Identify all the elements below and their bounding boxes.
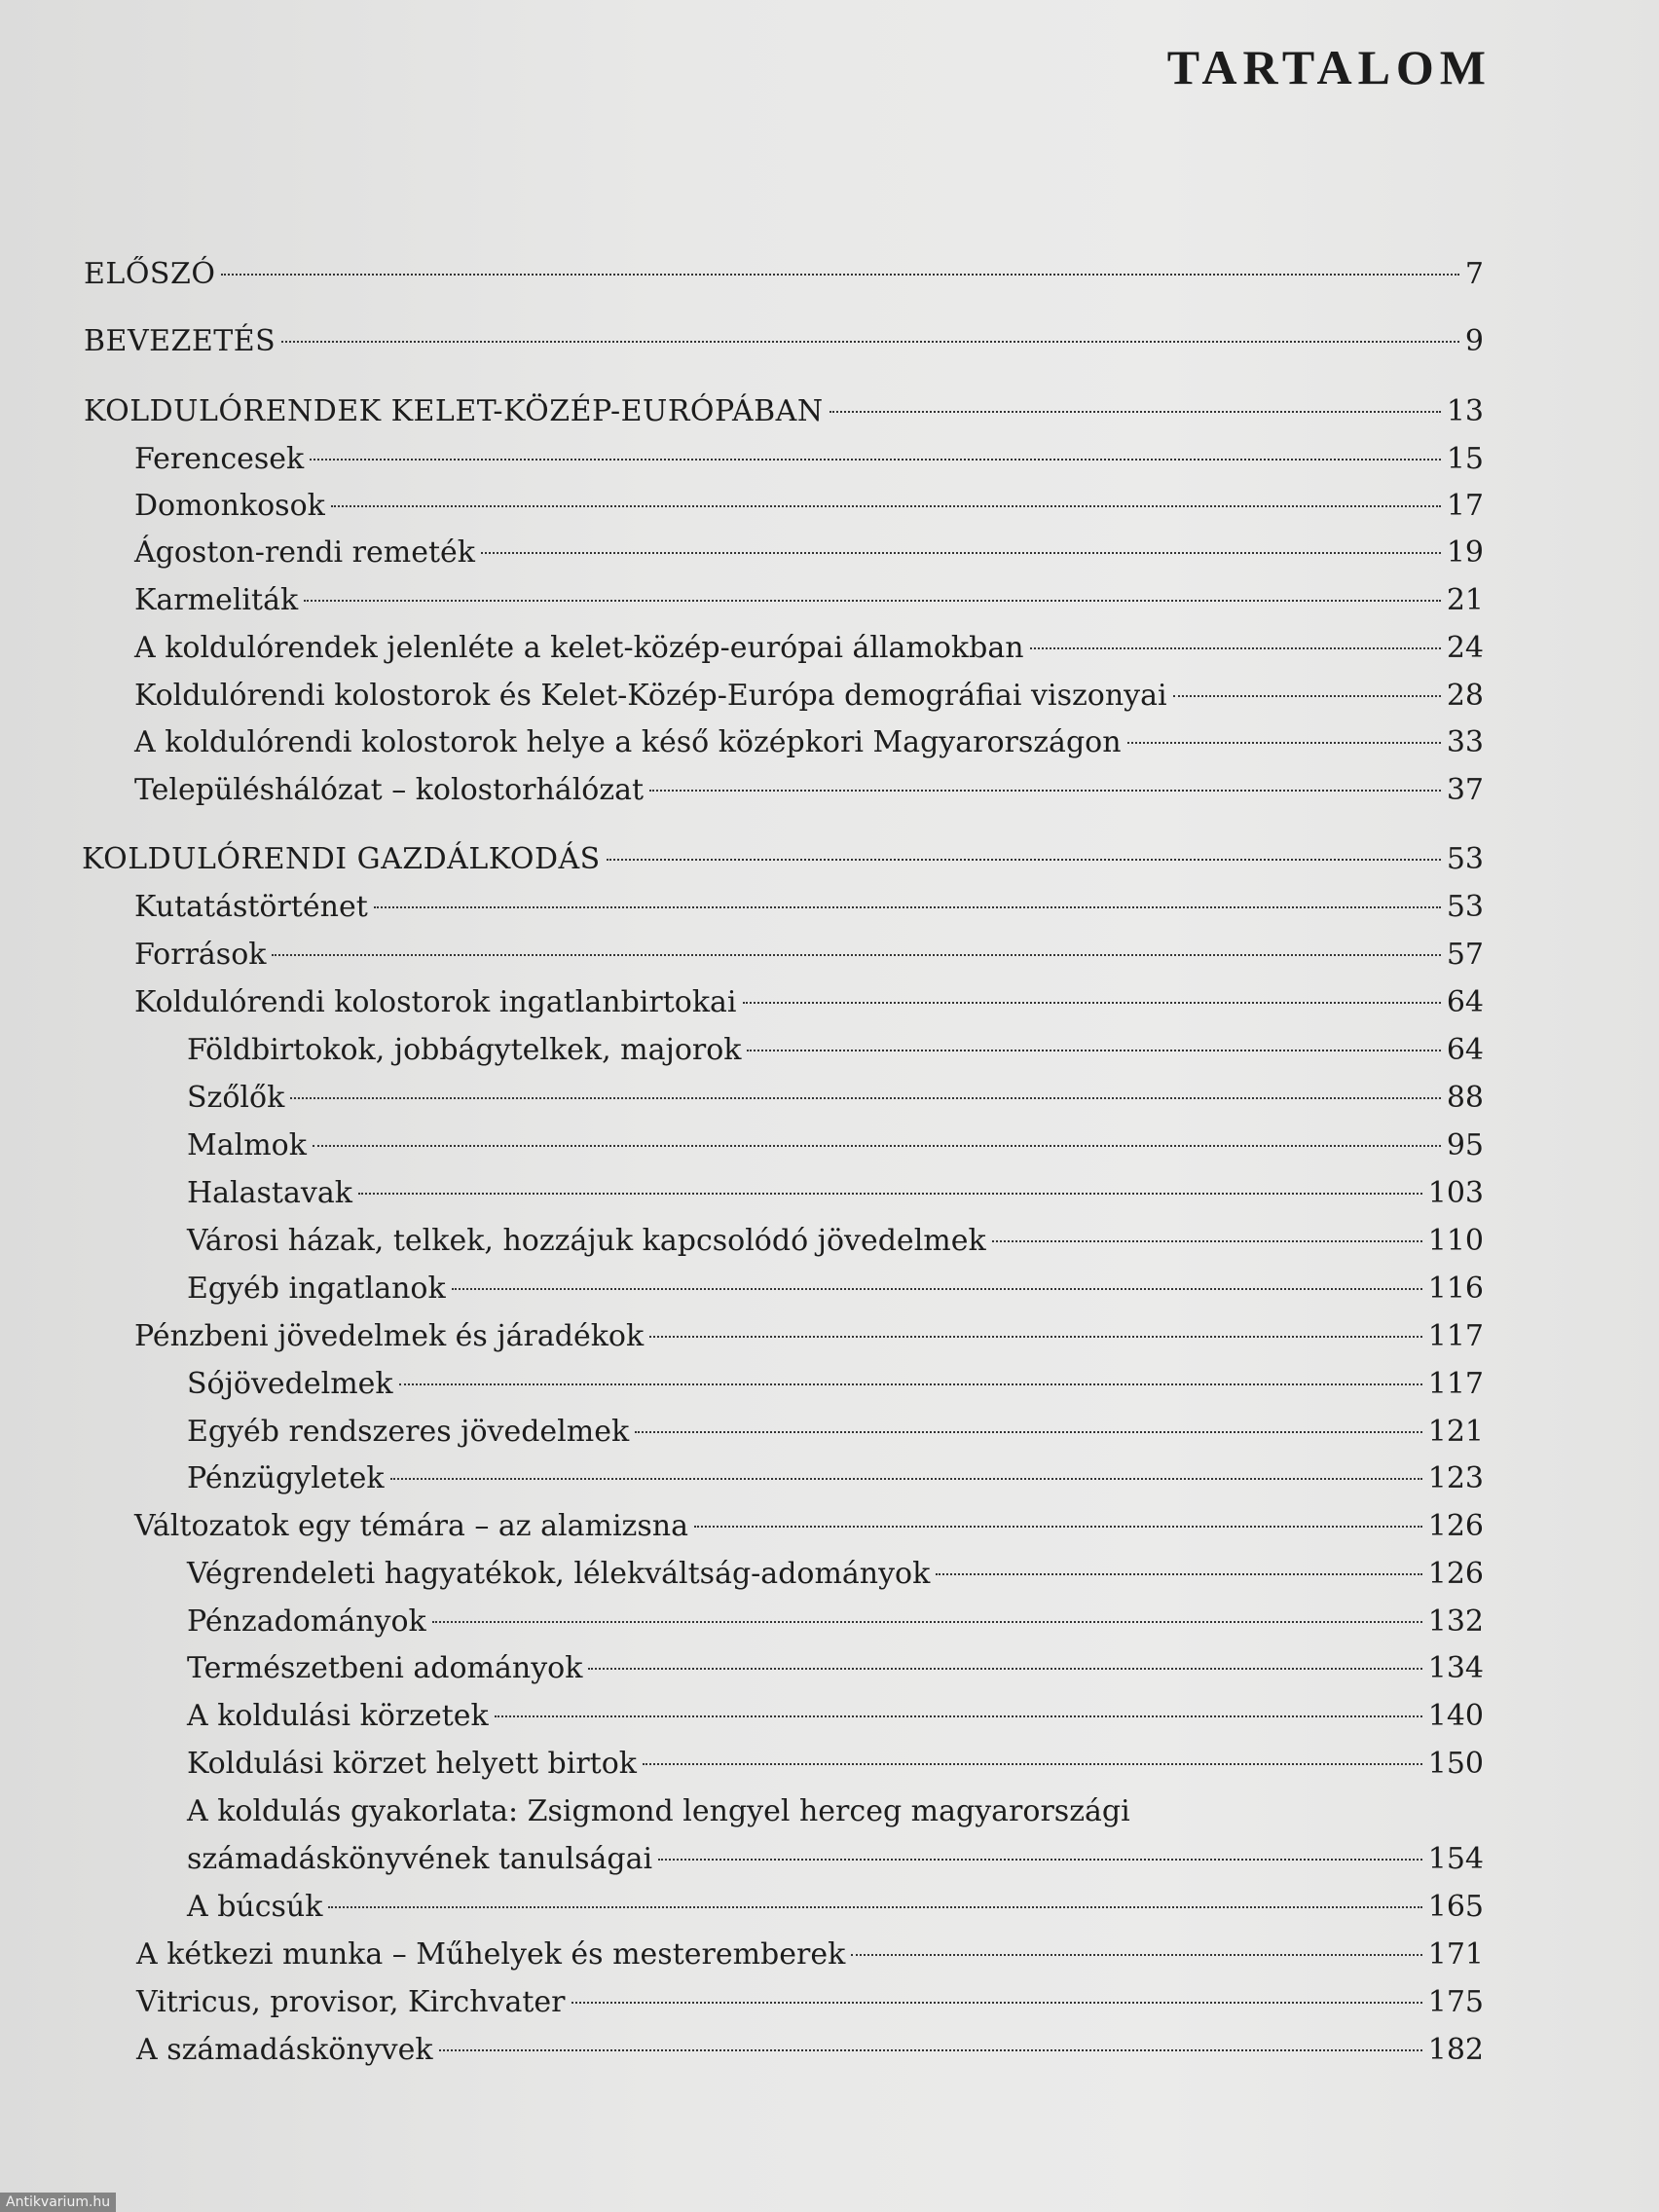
toc-entry (187, 1459, 1484, 1498)
toc-entry-title: Egyéb ingatlanok (187, 1272, 446, 1306)
toc-entry (134, 888, 1484, 927)
toc-entry (134, 487, 1484, 526)
dot-leader (495, 1715, 1422, 1717)
toc-entry-title: A koldulási körzetek (187, 1699, 489, 1733)
toc-entry-title: KOLDULÓRENDEK KELET-KÖZÉP-EURÓPÁBAN (84, 394, 824, 428)
dot-leader (936, 1573, 1421, 1575)
toc-entry-title: Koldulórendi kolostorok ingatlanbirtokai (134, 985, 737, 1019)
toc-entry-title: Pénzbeni jövedelmek és járadékok (134, 1319, 645, 1353)
page-title: TARTALOM (1166, 40, 1492, 94)
dot-leader (221, 274, 1458, 276)
toc-entry-title: A számadáskönyvek (136, 2033, 433, 2067)
toc-entry-title: Természetbeni adományok (187, 1651, 583, 1685)
toc-entry-title: Források (134, 938, 267, 972)
dot-leader (304, 600, 1441, 602)
toc-entry-page: 165 (1427, 1890, 1484, 1924)
toc-entry (134, 723, 1484, 762)
dot-leader (390, 1478, 1422, 1480)
toc-entry (187, 1031, 1484, 1070)
toc-entry-page: 123 (1427, 1461, 1484, 1495)
toc-entry (134, 1507, 1484, 1546)
toc-entry-page: 7 (1464, 257, 1484, 291)
dot-leader (481, 552, 1441, 554)
toc-entry-page: 64 (1446, 1033, 1484, 1067)
watermark: Antikvarium.hu (0, 2193, 116, 2212)
toc-entry (134, 581, 1484, 620)
dot-leader (747, 1050, 1440, 1051)
toc-entry-page: 13 (1446, 394, 1484, 428)
toc-entry-page: 64 (1446, 985, 1484, 1019)
toc-entry (82, 840, 1484, 879)
dot-leader (374, 906, 1441, 908)
toc-entry-page: 53 (1446, 890, 1484, 924)
toc-entry (187, 1555, 1484, 1594)
dot-leader (649, 1336, 1422, 1338)
toc-entry-page: 175 (1427, 1985, 1484, 2019)
toc-entry (134, 534, 1484, 572)
toc-entry (187, 1888, 1484, 1927)
toc-entry-wrapped-line: A koldulás gyakorlata: Zsigmond lengyel herceg magyarországi (187, 1794, 1130, 1828)
toc-entry-title: Településhálózat – kolostorhálózat (134, 773, 645, 807)
dot-leader (1173, 695, 1441, 697)
toc-entry-page: 154 (1427, 1842, 1484, 1876)
toc-entry-title: Pénzügyletek (187, 1461, 385, 1495)
dot-leader (439, 2049, 1422, 2051)
dot-leader (643, 1763, 1422, 1765)
toc-entry-page: 19 (1446, 535, 1484, 570)
toc-entry-page: 110 (1427, 1224, 1484, 1258)
toc-entry-page: 28 (1446, 679, 1484, 713)
toc-entry-title: Pénzadományok (187, 1604, 426, 1639)
dot-leader (658, 1859, 1422, 1861)
toc-entry (187, 1840, 1484, 1879)
toc-entry-title: Koldulási körzet helyett birtok (187, 1747, 637, 1781)
toc-entry (187, 1365, 1484, 1404)
toc-entry (134, 1317, 1484, 1356)
toc-entry-page: 171 (1427, 1937, 1484, 1972)
toc-entry (136, 2031, 1484, 2070)
toc-entry-page: 117 (1427, 1319, 1484, 1353)
toc-entry (84, 392, 1484, 431)
toc-entry-page: 53 (1446, 842, 1484, 876)
dot-leader (358, 1193, 1422, 1195)
toc-entry (136, 1936, 1484, 1974)
dot-leader (607, 859, 1441, 861)
toc-entry-page: 132 (1427, 1604, 1484, 1639)
dot-leader (571, 2002, 1422, 2004)
toc-entry-page: 126 (1427, 1557, 1484, 1591)
toc-entry (187, 1649, 1484, 1688)
toc-entry-title: Malmok (187, 1128, 307, 1162)
dot-leader (992, 1240, 1422, 1242)
toc-entry-page: 37 (1446, 773, 1484, 807)
toc-entry-title: A koldulórendek jelenléte a kelet-közép-európai államokban (134, 631, 1024, 665)
toc-entry (84, 255, 1484, 294)
toc-entry-page: 57 (1446, 938, 1484, 972)
toc-entry-page: 24 (1446, 631, 1484, 665)
toc-entry (84, 322, 1484, 361)
toc-entry-title: Ágoston-rendi remeték (134, 535, 475, 570)
dot-leader (432, 1621, 1422, 1623)
dot-leader (290, 1097, 1441, 1099)
dot-leader (649, 790, 1441, 792)
toc-entry-title: A koldulórendi kolostorok helye a késő középkori Magyarországon (134, 725, 1122, 759)
dot-leader (281, 341, 1459, 343)
dot-leader (830, 411, 1441, 413)
toc-entry (134, 677, 1484, 716)
toc-entry-title: Halastavak (187, 1176, 352, 1210)
dot-leader (452, 1288, 1422, 1290)
toc-entry-title: Városi házak, telkek, hozzájuk kapcsolódó jövedelmek (187, 1224, 986, 1258)
toc-entry-title: KOLDULÓRENDI GAZDÁLKODÁS (82, 842, 601, 876)
dot-leader (851, 1954, 1421, 1956)
toc-entry (134, 629, 1484, 668)
toc-entry (187, 1126, 1484, 1165)
toc-entry-title: Kutatástörténet (134, 890, 368, 924)
toc-entry (134, 771, 1484, 810)
toc-entry (187, 1697, 1484, 1736)
toc-entry (134, 936, 1484, 975)
toc-entry-title: Karmeliták (134, 583, 299, 617)
toc-entry-title: Vitricus, provisor, Kirchvater (136, 1985, 566, 2019)
toc-entry-page: 9 (1464, 324, 1484, 358)
dot-leader (331, 505, 1441, 507)
toc-entry (187, 1222, 1484, 1261)
toc-entry-title: A kétkezi munka – Műhelyek és mesteremberek (136, 1937, 846, 1972)
toc-entry-page: 33 (1446, 725, 1484, 759)
dot-leader (1127, 742, 1441, 744)
dot-leader (399, 1383, 1422, 1385)
toc-entry-title: Szőlők (187, 1081, 285, 1115)
dot-leader (1030, 647, 1441, 649)
toc-entry (134, 440, 1484, 479)
dot-leader (694, 1526, 1422, 1528)
toc-entry-page: 15 (1446, 442, 1484, 476)
toc-entry-title: Földbirtokok, jobbágytelkek, majorok (187, 1033, 742, 1067)
dot-leader (272, 954, 1440, 956)
toc-entry-page: 126 (1427, 1509, 1484, 1543)
toc-entry-title: Változatok egy témára – az alamizsna (134, 1509, 688, 1543)
toc-entry-title: számadáskönyvének tanulságai (187, 1842, 653, 1876)
toc-entry (136, 1983, 1484, 2022)
toc-entry-page: 182 (1427, 2033, 1484, 2067)
toc-entry-page: 121 (1427, 1415, 1484, 1449)
toc-entry-page: 134 (1427, 1651, 1484, 1685)
toc-entry-page: 116 (1427, 1272, 1484, 1306)
toc-entry-title: Végrendeleti hagyatékok, lélekváltság-adományok (187, 1557, 931, 1591)
toc-entry-title: BEVEZETÉS (84, 324, 276, 358)
toc-entry-page: 150 (1427, 1747, 1484, 1781)
toc-entry (187, 1079, 1484, 1118)
toc-entry (187, 1270, 1484, 1309)
toc-entry-page: 103 (1427, 1176, 1484, 1210)
dot-leader (588, 1668, 1421, 1670)
toc-entry-title: Koldulórendi kolostorok és Kelet-Közép-Európa demográfiai viszonyai (134, 679, 1167, 713)
toc-entry (187, 1745, 1484, 1784)
dot-leader (635, 1431, 1422, 1433)
toc-entry-page: 95 (1446, 1128, 1484, 1162)
toc-entry-page: 21 (1446, 583, 1484, 617)
dot-leader (328, 1906, 1421, 1908)
toc-entry-page: 88 (1446, 1081, 1484, 1115)
toc-entry-page: 140 (1427, 1699, 1484, 1733)
dot-leader (313, 1145, 1441, 1147)
toc-entry (187, 1174, 1484, 1213)
dot-leader (310, 459, 1441, 461)
dot-leader (743, 1002, 1441, 1004)
toc-entry-title: ELŐSZÓ (84, 257, 216, 291)
toc-entry-title: Sójövedelmek (187, 1367, 393, 1401)
toc-entry-page: 117 (1427, 1367, 1484, 1401)
toc-entry (134, 983, 1484, 1022)
toc-entry-title: A búcsúk (187, 1890, 323, 1924)
toc-entry-title: Egyéb rendszeres jövedelmek (187, 1415, 630, 1449)
toc-entry (187, 1413, 1484, 1452)
toc-entry-title: Ferencesek (134, 442, 305, 476)
toc-entry (187, 1603, 1484, 1641)
toc-entry-title: Domonkosok (134, 489, 325, 523)
toc-entry-page: 17 (1446, 489, 1484, 523)
